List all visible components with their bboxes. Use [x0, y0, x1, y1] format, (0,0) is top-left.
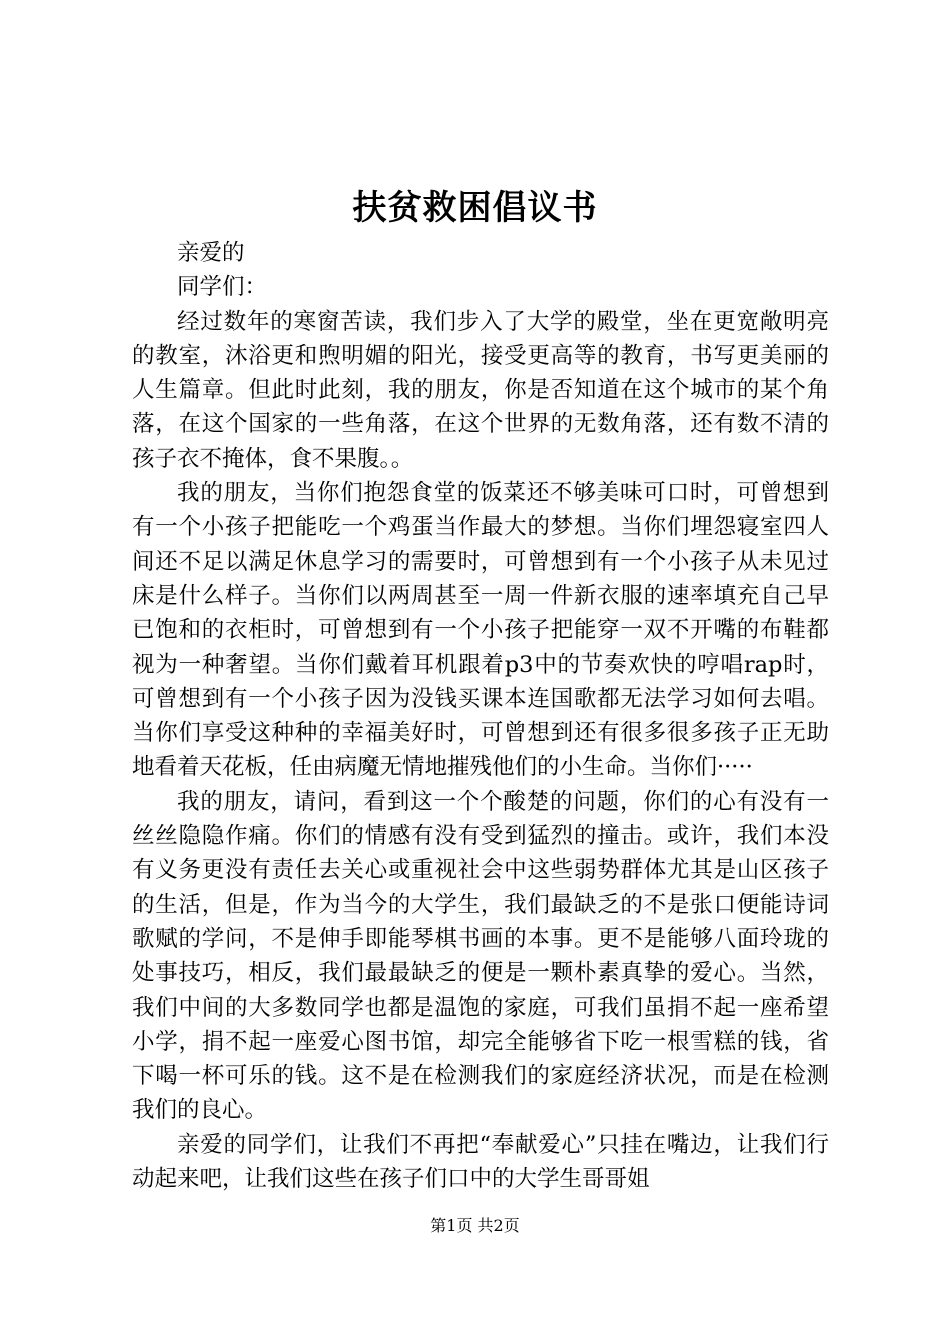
paragraph-4: 亲爱的同学们，让我们不再把“奉献爱心”只挂在嘴边，让我们行动起来吧，让我们这些在孩子们口中的大学生哥哥姐 [132, 1131, 829, 1193]
salutation-line-1: 亲爱的 [177, 240, 245, 266]
paragraph-2: 我的朋友，当你们抱怨食堂的饭菜还不够美味可口时，可曾想到有一个小孩子把能吃一个鸡蛋当作最大的梦想。当你们埋怨寝室四人间还不足以满足休息学习的需要时，可曾想到有一个小孩子从未见过床是什么样子。当你们以两周甚至一周一件新衣服的速率填充自己早已饱和的衣柜时，可曾想到有一个小孩子把能穿一双不开嘴的布鞋都视为一种奢望。当你们戴着耳机跟着p3中的节奏欢快的哼唱rap时，可曾想到有一个小孩子因为没钱买课本连国歌都无法学习如何去唱。当你们享受这种种的幸福美好时，可曾想到还有很多很多孩子正无助地看着天花板，任由病魔无情地摧残他们的小生命。当你们····· [132, 480, 829, 781]
paragraph-3: 我的朋友，请问，看到这一个个酸楚的问题，你们的心有没有一丝丝隐隐作痛。你们的情感有没有受到猛烈的撞击。或许，我们本没有义务更没有责任去关心或重视社会中这些弱势群体尤其是山区孩子的生活，但是，作为当今的大学生，我们最缺乏的不是张口便能诗词歌赋的学问，不是伸手即能琴棋书画的本事。更不是能够八面玲珑的处事技巧，相反，我们最最缺乏的便是一颗朴素真挚的爱心。当然，我们中间的大多数同学也都是温饱的家庭，可我们虽捐不起一座希望小学，捐不起一座爱心图书馆，却完全能够省下吃一根雪糕的钱，省下喝一杯可乐的钱。这不是在检测我们的家庭经济状况，而是在检测我们的良心。 [132, 788, 829, 1124]
salutation-line-2: 同学们： [177, 274, 268, 301]
document-body [132, 236, 829, 1196]
document-title: 扶贫救困倡议书 [352, 188, 598, 228]
page-footer: 第1页 共2页 [430, 1216, 520, 1235]
paragraph-1: 经过数年的寒窗苦读，我们步入了大学的殿堂，坐在更宽敞明亮的教室，沐浴更和煦明媚的阳光，接受更高等的教育，书写更美丽的人生篇章。但此时此刻，我的朋友，你是否知道在这个城市的某个角落，在这个国家的一些角落，在这个世界的无数角落，还有数不清的孩子衣不掩体，食不果腹。。 [132, 308, 829, 472]
